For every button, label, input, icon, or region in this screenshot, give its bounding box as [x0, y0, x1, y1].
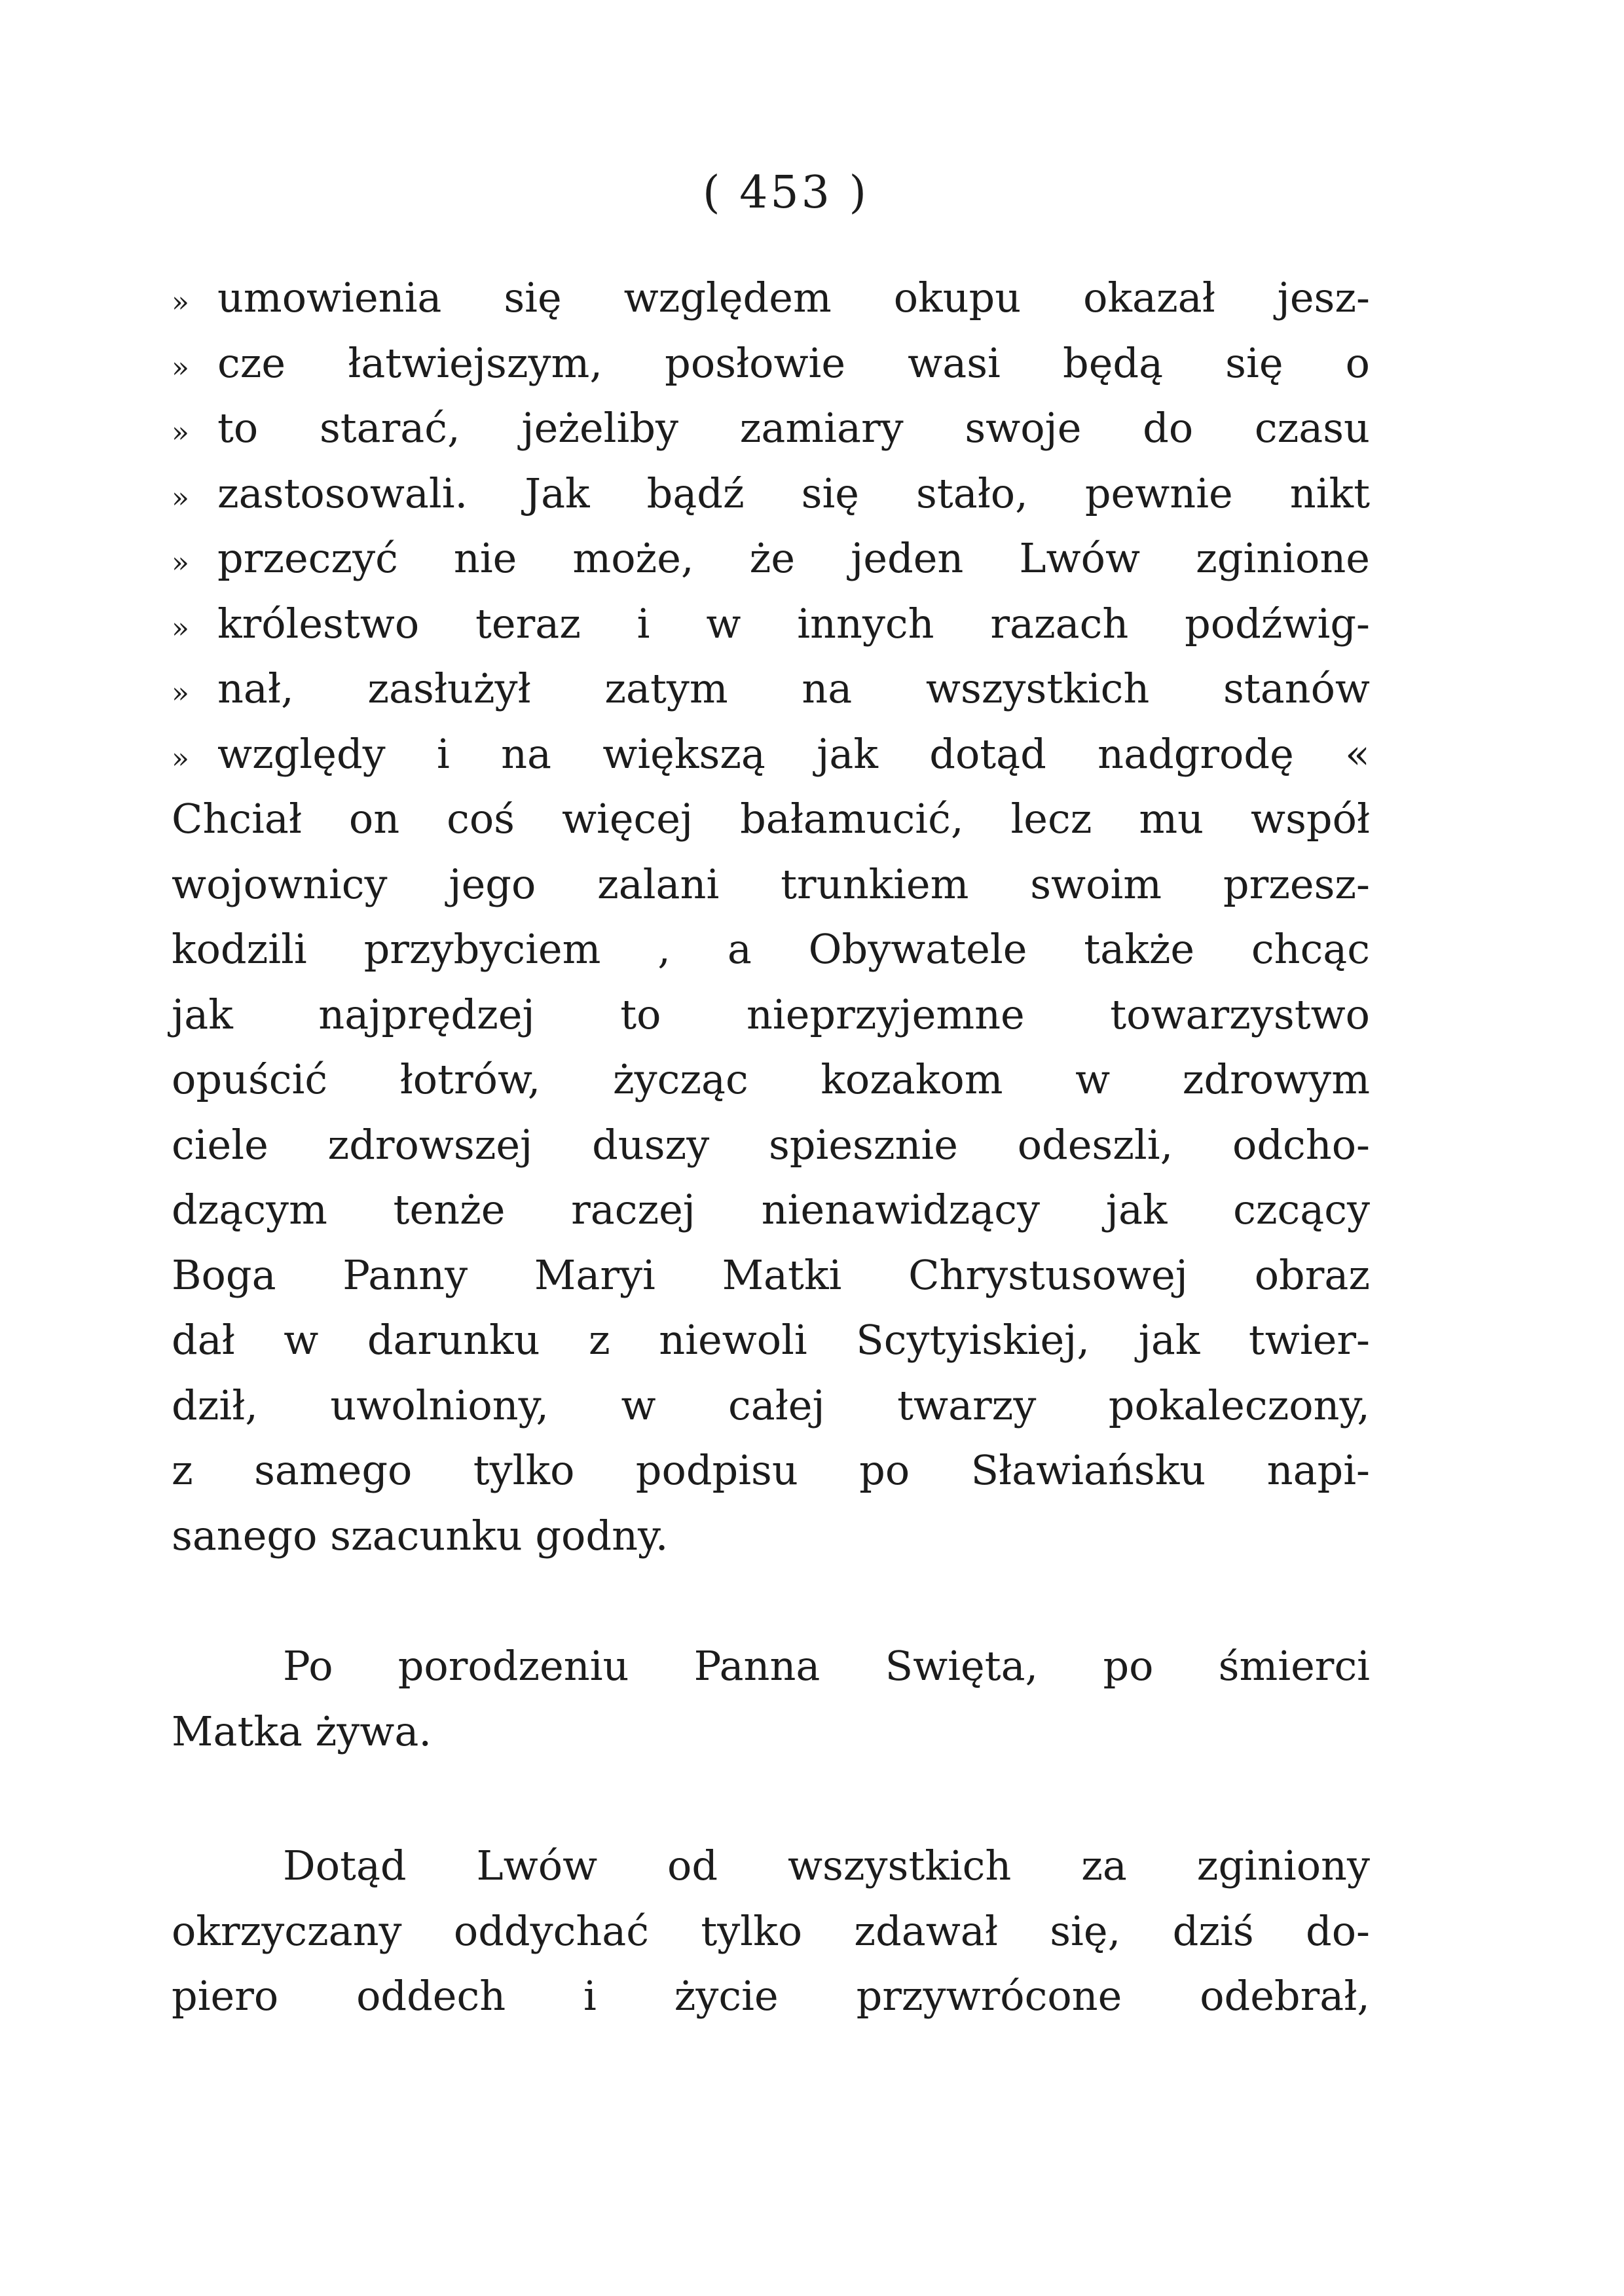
text-line: » królestwo teraz i w innych razach podźwig- [172, 591, 1370, 657]
text-line: okrzyczany oddychać tylko zdawał się, dziś do- [172, 1906, 1370, 1955]
text-line: Boga Panny Maryi Matki Chrystusowej obraz [172, 1250, 1370, 1299]
text-line: » umowienia się względem okupu okazał jesz- [172, 265, 1370, 331]
quote-mark: » [172, 481, 189, 515]
quote-mark: » [172, 416, 189, 449]
quote-mark: » [172, 741, 189, 775]
text-line: piero oddech i życie przywrócone odebrał, [172, 1972, 1370, 2020]
paragraph-saying [172, 1633, 1370, 1764]
text-line: dzącym tenże raczej nienawidzący jak czcący [172, 1186, 1370, 1233]
text-line: » zastosowali. Jak bądź się stało, pewnie nikt [172, 461, 1370, 526]
text-line: wojownicy jego zalani trunkiem swoim przesz- [172, 860, 1370, 908]
text-line: dził, uwolniony, w całej twarzy pokaleczony, [172, 1381, 1370, 1429]
text-line: Po porodzeniu Panna Swięta, po śmierci [283, 1642, 1370, 1690]
quote-mark: » [172, 676, 189, 710]
text-line: » względy i na większą jak dotąd nadgrodę « [172, 721, 1370, 787]
text-line: » cze łatwiejszym, posłowie wasi będą się o [172, 331, 1370, 396]
text-line: » przeczyć nie może, że jeden Lwów zginione [172, 526, 1370, 591]
text-line: ciele zdrowszej duszy spiesznie odeszli, odcho- [172, 1120, 1370, 1169]
paragraph-lwow [172, 1833, 1370, 2029]
text-line: jak najprędzej to nieprzyjemne towarzystwo [172, 990, 1370, 1038]
quote-mark: » [172, 285, 189, 319]
text-line: z samego tylko podpisu po Sławiańsku napi- [172, 1446, 1370, 1494]
text-line: dał w darunku z niewoli Scytyiskiej, jak twier- [172, 1316, 1370, 1364]
page-number: ( 453 ) [702, 167, 870, 219]
text-line: opuścić łotrów, życząc kozakom w zdrowym [172, 1055, 1370, 1103]
text-line: » nał, zasłużył zatym na wszystkich stanów [172, 656, 1370, 721]
quote-mark: » [172, 546, 189, 579]
text-line: Dotąd Lwów od wszystkich za zginiony [283, 1842, 1370, 1889]
quote-mark: » [172, 611, 189, 645]
text-line: » to starać, jeżeliby zamiary swoje do czasu [172, 395, 1370, 461]
paragraph-quoted-speech [172, 265, 1370, 1568]
text-line: Chciał on coś więcej bałamucić, lecz mu współ [172, 795, 1370, 843]
text-line: Matka żywa. [172, 1707, 432, 1755]
text-line: sanego szacunku godny. [172, 1511, 669, 1559]
quote-mark: » [172, 350, 189, 384]
text-line: kodzili przybyciem , a Obywatele także chcąc [172, 925, 1370, 973]
